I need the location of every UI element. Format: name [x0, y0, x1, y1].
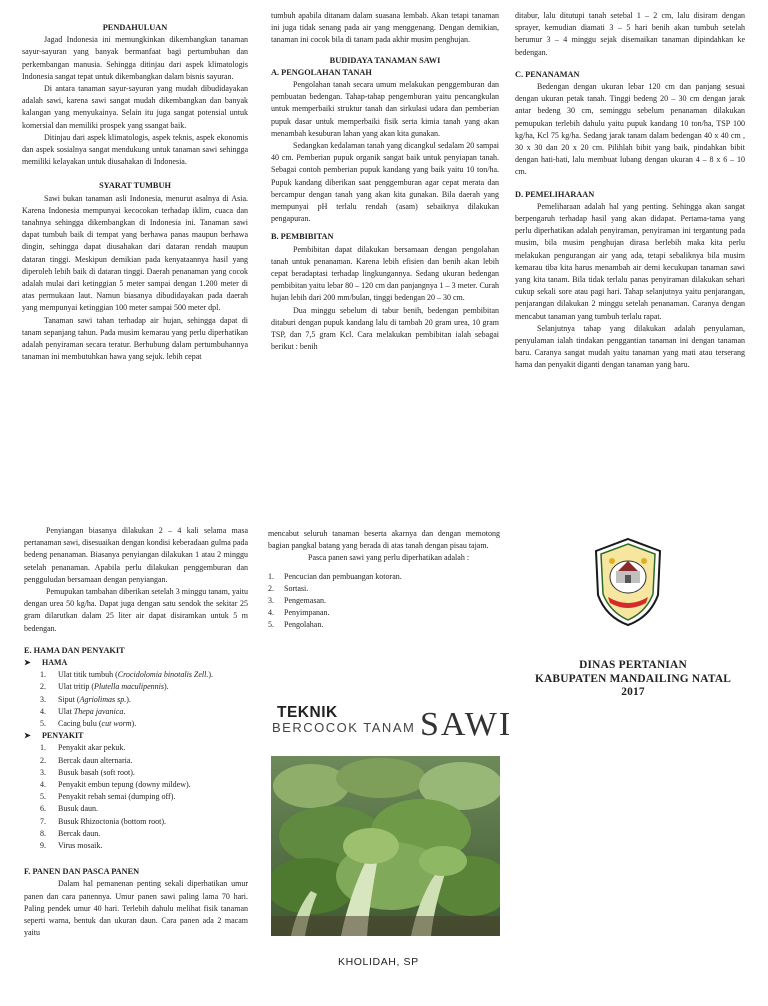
- cover-line-year: 2017: [621, 686, 645, 699]
- penyakit-text: Busuk daun.: [58, 804, 98, 814]
- hama-text-pre: Ulat titik tumbuh (: [58, 670, 118, 680]
- pengolahan-tanah-heading: A. PENGOLAHAN TANAH: [271, 67, 372, 77]
- penyiangan-paragraph: Penyiangan biasanya dilakukan 2 – 4 kali selama masa pertanaman sawi, disesuaikan dengan kondisi keberadaan gulma pada bedeng penanaman. Biasanya penyiangan dilakukan 1 atau 2 minggu setelah penanaman. Apabila perlu dilakukan penggemburan dan pengguludan bersamaan dengan penyiangan.: [24, 526, 248, 584]
- pembibitan-paragraph-2: Dua minggu sebelum di tabur benih, bedengan pembibitan ditaburi dengan pupuk kandang lalu di tambah 20 gram urea, 10 gram TSP, dan 7,5 gram Kcl. Cara melakukan pembibitan ialah sebagai berikut : benih: [271, 305, 499, 352]
- pasca-list-item: [268, 595, 500, 607]
- hama-list-item: [24, 669, 248, 681]
- hama-text-pre: Cacing bulu (: [58, 719, 102, 729]
- hama-list-item: [24, 718, 248, 730]
- pasca-panen-intro: Pasca panen sawi yang perlu diperhatikan adalah :: [308, 553, 470, 563]
- hama-latin-name: Plutella maculipennis: [94, 682, 164, 692]
- pembibitan-heading: B. PEMBIBITAN: [271, 232, 334, 242]
- pasca-text: Pengolahan.: [284, 620, 324, 630]
- penyakit-text: Busuk basah (soft root).: [58, 767, 135, 777]
- cover-bercocok-label: BERCOCOK TANAM: [272, 720, 416, 735]
- penyakit-text: Penyakit akar pekuk.: [58, 743, 126, 753]
- penyakit-list-item: [24, 755, 248, 767]
- hama-text-post: ).: [164, 682, 169, 692]
- list-number: 5.: [40, 719, 46, 729]
- list-number: 6.: [40, 804, 46, 814]
- penyakit-text: Busuk Rhizoctonia (bottom root).: [58, 816, 166, 826]
- col2-continuation: tumbuh apabila ditanam dalam suasana lembab. Akan tetapi tanaman ini juga tidak senang pada air yang menggenang. Dengan demikian, tanaman ini cocok bila di tanam pada akhir musim penghujan.: [271, 11, 499, 45]
- pengolahan-paragraph-1: Pengolahan tanah secara umum melakukan penggemburan dan pembuatan bedengan. Tahap-tahap pengemburan yaitu pencangkulan untuk memperbaiki struktur tanah dan sirkulasi udara dan pemberian pupuk dasar untuk memperbaiki fisik serta kimia tanah yang akan menambah kesuburan lahan yang akan kita gunakan.: [271, 80, 499, 138]
- penyakit-list-item: [24, 803, 248, 815]
- syarat-tumbuh-heading: SYARAT TUMBUH: [99, 181, 171, 191]
- column-4: [24, 525, 248, 940]
- penyakit-text: Bercak daun.: [58, 828, 101, 838]
- pengolahan-paragraph-2: Sedangkan kedalaman tanah yang dicangkul sedalam 20 sampai 40 cm. Pemberian pupuk organik sangat baik untuk penyiapan tanah. Sebagai contoh pemberian pupuk kandang yang baik yaitu 10 ton/ha. Pupuk kandang diberikan saat penggemburan agar cepat merata dan bercampur dengan tanah yang akan kita gunakan. Bila daerah yang mempunyai pH terlalu rendah (asam) sebaiknya dilakukan pengapuran.: [271, 141, 499, 224]
- hama-label: HAMA: [42, 658, 68, 668]
- list-number: 4.: [40, 780, 46, 790]
- hama-text-post: .: [123, 706, 126, 716]
- pasca-panen-list: [268, 571, 500, 632]
- col3-continuation: ditabur, lalu ditutupi tanah setebal 1 – 2 cm, lalu disiram dengan sprayer, kemudian diamati 3 – 5 hari benih akan tumbuh setelah berumur 3 – 4 minggu sejak disemaikan tanaman dipindahkan ke bedengan.: [515, 11, 745, 57]
- cover-title-block: [518, 659, 748, 700]
- list-number: 3.: [40, 694, 46, 704]
- budidaya-heading: BUDIDAYA TANAMAN SAWI: [329, 55, 441, 65]
- penyakit-list-item: [24, 767, 248, 779]
- column-3: [515, 10, 745, 372]
- author-name: KHOLIDAH, SP: [338, 956, 419, 968]
- cover-teknik-label: TEKNIK: [277, 704, 338, 721]
- penyakit-text: Penyakit embun tepung (downy mildew).: [58, 780, 191, 790]
- penyakit-label: PENYAKIT: [42, 731, 84, 741]
- hama-text-pre: Siput (: [58, 694, 80, 704]
- list-number: 5.: [40, 792, 46, 802]
- penyakit-text: Penyakit rebah semai (dumping off).: [58, 792, 176, 802]
- panen-heading: F. PANEN DAN PASCA PANEN: [24, 867, 140, 877]
- penanaman-paragraph: Bedengan dengan ukuran lebar 120 cm dan panjang sesuai dengan ukuran petak tanah. Tinggi bedeng 20 – 30 cm dengan jarak antar bedeng 30 cm, seminggu sebelum penanaman dilakukan pemupukan terlebih dahulu yaitu pupuk kandang 10 ton/ha, TSP 100 kg/ha, Kcl 75 kg/ha. Sedang jarak tanam dalam bedengan 40 x 40 cm , 30 x 30 dan 20 x 20 cm. Pilihlah bibit yang baik, pindahkan bibit dengan hati-hati, lalu membuat lubang dengan ukuran 4 – 8 x 6 – 10 cm.: [515, 82, 745, 177]
- list-number: 8.: [40, 828, 46, 838]
- hama-penyakit-heading: E. HAMA DAN PENYAKIT: [24, 645, 125, 655]
- penyakit-text: Virus mosaik.: [58, 841, 103, 851]
- list-number: 2.: [40, 682, 46, 692]
- syarat-paragraph-1: Sawi bukan tanaman asli Indonesia, menurut asalnya di Asia. Karena Indonesia mempunyai kecocokan terhadap iklim, cuaca dan tanahnya sehingga dikembangkan di Indonesia ini. Tanaman sawi dapat tumbuh baik di tempat yang berhawa panas maupun berhawa dingin, sehingga dapat diusahakan dari dataran rendah maupun dataran tinggi. Meskipun demikian pada kenyataannya hasil yang diperoleh lebih baik di dataran tinggi. Daerah penanaman yang cocok adalah mulai dari ketinggian 5 meter sampai dengan 1.200 meter di atas permukaan laut. Namun biasanya dibudidayakan pada daerah yang mempunyai ketinggian 100 meter sampai 500 meter dpl.: [22, 193, 248, 313]
- list-number: 4.: [40, 706, 46, 716]
- pemeliharaan-heading: D. PEMELIHARAAN: [515, 189, 595, 199]
- pembibitan-paragraph-1: Pembibitan dapat dilakukan bersamaan dengan pengolahan tanah untuk penanaman. Karena lebih efisien dan benih akan lebih cepat beradaptasi terhadap lingkungannya. Sedang ukuran bedengan pembibitan yaitu lebar 80 – 120 cm dan panjangnya 1 – 3 meter. Curah hujan lebih dari 200 mm/bulan, tinggi bedengan 20 – 30 cm.: [271, 244, 499, 303]
- list-number: 5.: [268, 620, 274, 630]
- pemeliharaan-paragraph-1: Pemeliharaan adalah hal yang penting. Sehingga akan sangat berpengaruh terhadap hasil yang akan didapat. Pertama-tama yang perlu diperhatikan adalah penyiraman, penyiraman ini tergantung pada musim, bila musim penghujan dirasa berlebih maka kita perlu melakukan pengurangan air yang ada, tetapi sebaliknya bila musim kemarau tiba kita harus menambah air demi kecukupan tanaman sawi yang kita tanam. Bila tidak terlalu panas penyiraman dilakukan sehari cukup sekali sore atau pagi hari. Tahap selanjutnya yaitu penjarangan, penjarangan dilakukan 2 minggu setelah penanaman. Caranya dengan mencabut tanaman yang tumbuh terlalu rapat.: [515, 201, 745, 321]
- penyakit-list-item: [24, 779, 248, 791]
- hama-list-item: [24, 681, 248, 693]
- list-number: 9.: [40, 841, 46, 851]
- cover-line-kabupaten: KABUPATEN MANDAILING NATAL: [534, 672, 732, 685]
- list-number: 1.: [268, 571, 274, 581]
- list-number: 3.: [40, 767, 46, 777]
- hama-latin-name: cut worm: [101, 719, 132, 729]
- penyakit-subheading: [24, 730, 248, 742]
- penyakit-list-item: [24, 840, 248, 852]
- cover-sawi-title: SAWI: [420, 706, 513, 743]
- hama-subheading: [24, 657, 248, 669]
- hama-text-post: ).: [208, 670, 214, 680]
- sawi-plant-photo: [271, 756, 500, 936]
- hama-latin-name: Thepa javanica: [73, 706, 124, 716]
- hama-latin-name: Crocidolomia binotalis Zell.: [117, 670, 209, 680]
- pendahuluan-paragraph-3: Ditinjau dari aspek klimatologis, aspek teknis, aspek ekonomis dan aspek sosialnya sangat mendukung untuk tanaman sawi sehingga memiliki kelayakan untuk diusahakan di Indonesia.: [22, 132, 248, 167]
- penyakit-list-item: [24, 828, 248, 840]
- pasca-list-item: [268, 607, 500, 619]
- column-2: [271, 10, 499, 353]
- hama-text-post: ).: [126, 694, 131, 704]
- pasca-text: Sortasi.: [284, 583, 309, 593]
- column-5: [268, 528, 500, 632]
- list-number: 3.: [268, 596, 274, 606]
- pendahuluan-paragraph-2: Di antara tanaman sayur-sayuran yang mudah dibudidayakan adalah sawi, karena sawi sangat mudah dikembangkan dan banyak kalangan yang menyukainya. Selain itu juga sangat potensial untuk komersial dan memiliki prospek yang ssangat baik.: [22, 84, 248, 130]
- hama-latin-name: Agriolimas sp.: [79, 694, 127, 704]
- hama-list: [24, 669, 248, 730]
- penanaman-heading: C. PENANAMAN: [515, 69, 580, 79]
- pendahuluan-heading: PENDAHULUAN: [102, 23, 168, 32]
- list-number: 1.: [40, 670, 46, 680]
- cover-line-dinas: DINAS PERTANIAN: [579, 659, 687, 671]
- list-number: 2.: [268, 583, 274, 593]
- hama-text-pre: Ulat: [58, 706, 74, 716]
- arrow-bullet-icon: ➤: [24, 731, 31, 741]
- pemeliharaan-paragraph-2: Selanjutnya tahap yang dilakukan adalah penyulaman, penyulaman ialah tindakan penggantian tanaman ini dengan tanaman baru. Caranya sangat mudah yaitu tanaman yang mati atau terserang hama dan penyakit diganti dengan tanaman yang baru.: [515, 323, 745, 370]
- penyakit-list-item: [24, 816, 248, 828]
- hama-text-post: ).: [131, 719, 137, 729]
- pasca-text: Pengemasan.: [284, 596, 326, 606]
- pasca-text: Pencucian dan pembuangan kotoran.: [284, 571, 402, 581]
- list-number: 2.: [40, 755, 46, 765]
- pasca-list-item: [268, 583, 500, 595]
- pemupukan-paragraph: Pemupukan tambahan diberikan setelah 3 minggu tanam, yaitu dengan urea 50 kg/ha. Dapat juga dengan satu sendok the sekitar 25 gram dilarutkan dalam 25 liter air dapat disiramkan untuk 5 m bedengan.: [24, 587, 248, 633]
- list-number: 1.: [40, 743, 46, 753]
- hama-list-item: [24, 706, 248, 718]
- syarat-paragraph-2: Tanaman sawi tahan terhadap air hujan, sehingga dapat di tanam sepanjang tahun. Pada musim kemarau yang perlu diperhatikan adalah penyiraman secara teratur. Berhubung dalam pertumbuhannya tanaman ini membutuhkan hawa yang sejuk. lebih cepat: [22, 315, 248, 362]
- pendahuluan-paragraph-1: Jagad Indonesia ini memungkinkan dikembangkan tanaman sayur-sayuran yang banyak bermanfaat bagi pertumbuhan dan perkembangan manusia. Sehingga ditinjau dari aspek klimatologis Indonesia sangat tepat untuk dikembangkan dalam bisnis sayuran.: [22, 35, 248, 81]
- list-number: 4.: [268, 608, 274, 618]
- penyakit-list-item: [24, 742, 248, 754]
- arrow-bullet-icon: ➤: [24, 658, 31, 668]
- penyakit-text: Bercak daun alternaria.: [58, 755, 133, 765]
- hama-text-pre: Ulat tritip (: [58, 682, 94, 692]
- list-number: 7.: [40, 816, 46, 826]
- kabupaten-crest-logo: [592, 537, 664, 627]
- hama-list-item: [24, 694, 248, 706]
- penyakit-list-item: [24, 791, 248, 803]
- pasca-list-item: [268, 571, 500, 583]
- pasca-list-item: [268, 619, 500, 631]
- pasca-text: Penyimpanan.: [284, 608, 330, 618]
- column-1: [22, 22, 248, 363]
- cabut-paragraph: mencabut seluruh tanaman beserta akarnya dan dengan memotong bagian pangkal batang yang berada di atas tanah dengan pisau tajam.: [268, 529, 500, 551]
- panen-paragraph: Dalam hal pemanenan penting sekali diperhatikan umur panen dan cara panennya. Umur panen sawi paling lama 70 hari. Paling pendek umur 40 hari. Terlebih dahulu melihat fisik tanaman seperti warna, bentuk dan ukuran daun. Cara panen ada 2 macam yaitu: [24, 879, 248, 938]
- penyakit-list: [24, 742, 248, 852]
